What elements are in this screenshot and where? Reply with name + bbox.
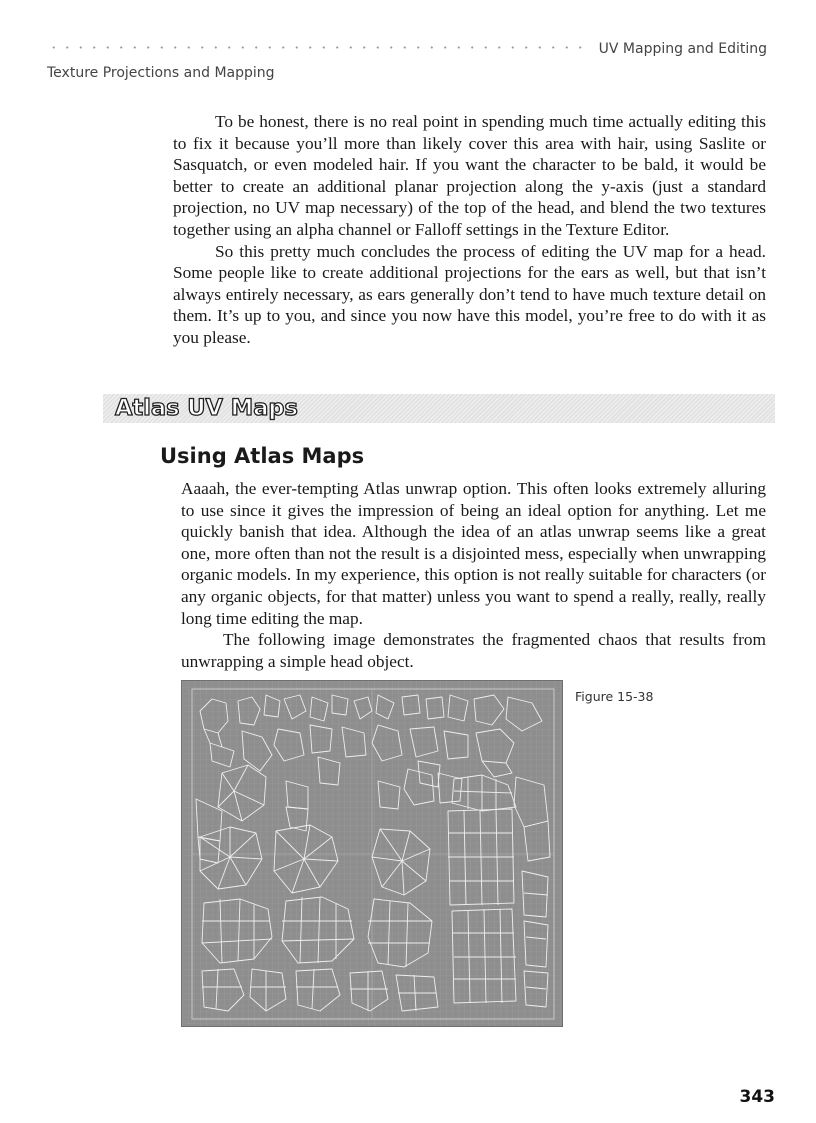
figure-caption: Figure 15-38: [575, 689, 654, 704]
atlas-paragraph-1: Aaaah, the ever-tempting Atlas unwrap option. This often looks extremely alluring to use since it gives the impression of being an ideal option for anything. Let me quickly banish that idea. Although the idea of an atlas unwrap seems like a great one, more often than not the result is a disjointed mess, especially when unwrapping organic models. In my experience, this option is not really suitable for characters (or any organic objects, for that matter) unless you want to spend a really, really, really long time editing the map.: [181, 479, 766, 628]
intro-paragraph-2: So this pretty much concludes the process of editing the UV map for a head. Some people like to create additional projections for the ears as well, but that isn’t always entirely necessary, as ears generally don’t tend to have much texture detail on them. It’s up to you, and since you now have this model, you’re free to do with it as you please.: [173, 241, 766, 347]
section-title: Texture Projections and Mapping: [47, 65, 275, 81]
dot-leader: [47, 46, 587, 49]
intro-paragraph-1: To be honest, there is no real point in spending much time actually editing this to fix it because you’ll more than likely cover this area with hair, using Saslite or Sasquatch, or even modeled hair. If you want the character to be bald, it would be better to create an additional planar projection along the y-axis (just a standard projection, no UV map necessary) of the top of the head, and blend the two textures together using an alpha channel or Falloff settings in the Texture Editor.: [173, 112, 766, 239]
figure-atlas-uv-map: [181, 680, 563, 1027]
atlas-paragraph-2: The following image demonstrates the fragmented chaos that results from unwrapping a simple head object.: [181, 630, 766, 671]
subheading: Using Atlas Maps: [160, 444, 365, 468]
uv-map-illustration: [182, 681, 562, 1026]
chapter-title: UV Mapping and Editing: [598, 41, 767, 57]
intro-text: [173, 111, 766, 349]
section-heading: Atlas UV Maps: [115, 395, 298, 421]
running-head: [47, 40, 767, 64]
atlas-text: [181, 478, 766, 672]
section-heading-band: [103, 394, 775, 423]
page-number: 343: [739, 1087, 775, 1107]
